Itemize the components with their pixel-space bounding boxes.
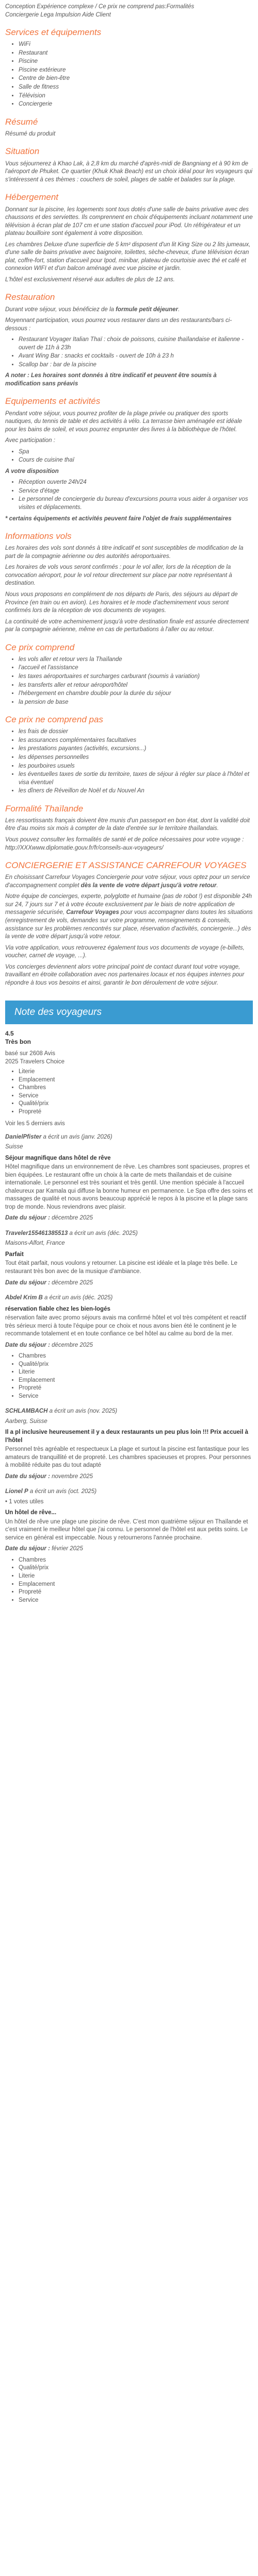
situation-title: Situation [5, 146, 40, 157]
review-card [5, 1230, 253, 1287]
review-author-name: Traveler155461385513 [5, 1230, 68, 1236]
reviews-section [5, 1029, 253, 1604]
review-date-label: Date du séjour : [5, 1215, 50, 1222]
review-author [5, 1294, 253, 1302]
list-item: • les pourboires usuels [19, 762, 253, 771]
rating-score: 4.5 [5, 1029, 14, 1037]
review-author [5, 1133, 253, 1142]
hebergement-title: Hébergement [5, 192, 59, 202]
equipements-paragraph: Pendant votre séjour, vous pourrez profiter de la plage privée ou pratiquer des sports nautiques, du tennis de table et des activités à vélo. La terrasse bien aménagée est idéale pour les bains de soleil, et vous pourrez emprunter des livres à la bibliothèque de l'hôtel. [5, 410, 243, 433]
list-item: • Literie [19, 1068, 253, 1076]
hebergement-paragraph: Donnant sur la piscine, les logements sont tous dotés d'une salle de bains privative avec des chaussons et des serviettes. Ils comprennent en choix d'équipements incluant notamment une télévision à écran plat de 107 cm et une station d'accueil pour iPod. Un réfrigérateur et un plateau bouilloire sont également à votre disposition. [5, 206, 253, 237]
review-date-value: décembre 2025 [52, 1342, 93, 1348]
formalite-paragraph: Les ressortissants français doivent être munis d'un passeport en bon état, dont la validité doit être d'au moins six mois à compter de la date d'entrée sur le territoire thaïlandais. [5, 817, 250, 832]
review-date-label: Date du séjour : [5, 1546, 50, 1552]
review-author-suffix: a écrit un avis (janv. 2026) [41, 1133, 112, 1140]
list-item: • Chambres [19, 1352, 253, 1361]
restauration-intro-bold: formule petit déjeuner [116, 306, 178, 313]
compris-title: Ce prix comprend [5, 642, 75, 652]
list-item: • Télévision [19, 92, 253, 100]
list-item: • Emplacement [19, 1076, 253, 1084]
list-item: • Avant Wing Bar : snacks et cocktails - ouvert de 10h à 23 h [19, 352, 253, 361]
list-item: • la pension de base [19, 699, 253, 707]
list-item: • Qualité/prix [19, 1564, 253, 1572]
list-item: • Literie [19, 1368, 253, 1377]
review-card [5, 1294, 253, 1400]
list-item: • Literie [19, 1572, 253, 1581]
conciergerie-p1-bold: dès la vente de votre départ jusqu'à votre retour [80, 882, 217, 889]
review-date-value: février 2025 [52, 1546, 83, 1552]
review-title: Parfait [5, 1251, 24, 1258]
equipements-available-list [5, 479, 253, 512]
restauration-intro-post: . [178, 306, 180, 313]
review-title: réservation fiable chez les bien-logés [5, 1306, 110, 1312]
conciergerie-title: CONCIERGERIE ET ASSISTANCE CARREFOUR VOYAGES [5, 860, 247, 871]
list-item: • les prestations payantes (activités, excursions...) [19, 745, 253, 753]
review-author-name: Abdel Krim B [5, 1295, 43, 1301]
informations-paragraph: La continuité de votre acheminement jusqu'à votre destination finale est assurée directement par la compagnie aérienne, même en cas de perturbations à l'aller ou au retour. [5, 618, 249, 633]
review-criteria-list [5, 1556, 253, 1604]
review-card [5, 1408, 253, 1481]
restauration-intro-pre: Durant votre séjour, vous bénéficiez de la [5, 306, 116, 313]
review-author-suffix: a écrit un avis (oct. 2025) [28, 1488, 97, 1495]
review-text: Tout était parfait, nous voulons y retourner. La piscine est idéale et la plage très belle. Le restaurant très bon avec de la musique d'ambiance. [5, 1260, 238, 1275]
list-item: • l'accueil et l'assistance [19, 664, 253, 672]
formalite-paragraph: Vous pouvez consulter les formalités de santé et de police nécessaires pour votre voyage : http://XXXwww.diplomatie.gouv.fr/fr/conseils-aux-voyageurs/ [5, 837, 244, 851]
list-item: • les dîners de Réveillon de Noël et du Nouvel An [19, 787, 253, 795]
review-author [5, 1408, 253, 1416]
review-title: Un hôtel de rêve... [5, 1510, 57, 1516]
review-date [5, 1342, 253, 1350]
list-item: • les taxes aéroportuaires et surcharges carburant (soumis à variation) [19, 673, 253, 681]
list-item: • les éventuelles taxes de sortie du territoire, taxes de séjour à régler sur place à l'hôtel et visa éventuel [19, 771, 253, 787]
review-title: Séjour magnifique dans hôtel de rêve [5, 1155, 111, 1161]
conciergerie-p2-pre: Notre équipe de concierges, experte, polyglotte et humaine (pas de robot !) est disponible 24h sur 24, 7 jours sur 7 et à votre écoute exclusivement par le biais de notre application de messagerie sécurisée, [5, 893, 252, 916]
list-item: • Service [19, 1597, 253, 1605]
review-author-suffix: a écrit un avis (déc. 2025) [42, 1295, 113, 1301]
list-item: • Emplacement [19, 1377, 253, 1385]
list-item: • les frais de dossier [19, 728, 253, 736]
review-date-value: décembre 2025 [52, 1279, 93, 1286]
list-item: • les dépenses personnelles [19, 754, 253, 762]
list-item: • Service d'étage [19, 487, 253, 496]
list-item: • Emplacement [19, 1581, 253, 1589]
see-all-reviews-link[interactable]: Voir les 5 derniers avis [5, 1121, 65, 1127]
review-author-name: SCHLAMBACH [5, 1408, 48, 1415]
informations-paragraph: Les horaires de vols vous seront confirmés : pour le vol aller, lors de la réception de la convocation aéroport, pour le vol retour directement sur place par notre représentant à destination. [5, 564, 232, 587]
list-item: • Propreté [19, 1588, 253, 1597]
list-item: • Service [19, 1393, 253, 1401]
conciergerie-paragraph: Via votre application, vous retrouverez également tous vos documents de voyage (e-billets, voucher, carnet de voyage, ...). [5, 944, 245, 959]
list-item: • Restaurant [19, 49, 253, 58]
review-date [5, 1473, 253, 1481]
list-item: • Réception ouverte 24h/24 [19, 479, 253, 487]
list-item: • Propreté [19, 1108, 253, 1116]
list-item: • Restaurant Voyager Italian Thaï : choix de poissons, cuisine thaïlandaise et italienne - ouvert de 11h à 23h [19, 336, 253, 352]
list-item: • Scallop bar : bar de la piscine [19, 361, 253, 369]
reviews-banner: Note des voyageurs [5, 1001, 253, 1024]
review-date-label: Date du séjour : [5, 1279, 50, 1286]
review-date-value: décembre 2025 [52, 1215, 93, 1222]
noncompris-list [5, 728, 253, 795]
equipements-paragraph: Avec participation : [5, 437, 55, 444]
list-item: • Piscine [19, 58, 253, 66]
review-date [5, 1214, 253, 1223]
review-author-suffix: a écrit un avis (déc. 2025) [68, 1230, 138, 1236]
review-date-value: novembre 2025 [52, 1473, 93, 1480]
list-item: • les vols aller et retour vers la Thaïlande [19, 656, 253, 664]
review-text: Un hôtel de rêve une plage une piscine de rêve. C'est mon quatrième séjour en Thaïlande et c'est vraiment le meilleur hôtel que j'ai connu. Le personnel de l'hôtel est aux petits soins. Le service en général est impeccable. Nous y retournerons l'année prochaine. [5, 1518, 248, 1541]
formalite-title: Formalité Thaïlande [5, 803, 84, 814]
restauration-note: A noter : Les horaires sont donnés à titre indicatif et peuvent être soumis à modification sans préavis [5, 372, 217, 387]
rating-label: Très bon [5, 1038, 31, 1045]
resume-title: Résumé [5, 116, 38, 127]
list-item: • Qualité/prix [19, 1100, 253, 1108]
list-item: • les transferts aller et retour aéroport/hôtel [19, 682, 253, 690]
services-title: Services et équipements [5, 27, 102, 38]
review-criteria-list [5, 1352, 253, 1400]
list-item: • Centre de bien-être [19, 75, 253, 83]
conciergerie-paragraph [5, 893, 253, 941]
review-author-suffix: a écrit un avis (nov. 2025) [47, 1408, 118, 1415]
review-card [5, 1488, 253, 1604]
review-title: Il a pl inclusive heureusement il y a deux restaurants un peu plus loin !!! Prix accueil à l'hôtel [5, 1429, 249, 1444]
review-author [5, 1230, 253, 1238]
restauration-paragraph: Moyennant participation, vous pourrez vous restaurer dans un des restaurants/bars ci-dessous : [5, 317, 232, 332]
review-author-name: Lionel P [5, 1488, 28, 1495]
list-item: • Spa [19, 448, 253, 456]
review-author-name: DanielPfister [5, 1133, 42, 1140]
restauration-intro [5, 306, 253, 314]
conciergerie-paragraph [5, 874, 253, 890]
review-location: Maisons-Alfort, France [5, 1240, 65, 1247]
review-text: Personnel très agréable et respectueux La plage et surtout la piscine est fantastique pour les amateurs de tranquillité et de propreté. Les chambres spacieuses et propres. Pour personnes à mobilité réduite pas du tout adapté [5, 1446, 251, 1469]
list-item: • Chambres [19, 1084, 253, 1092]
conciergerie-p2-post: pour vous accompagner dans toutes les situations (enregistrement de vols, demandes sur votre programme, renseignements & conseils, assistance sur les problèmes rencontrés sur place, réservation d'activités, conciergerie...) dès la vente de votre départ jusqu'à votre retour. [5, 909, 253, 940]
list-item: • Cours de cuisine thaï [19, 456, 253, 465]
equipements-paid-list [5, 448, 253, 465]
list-item: • Salle de fitness [19, 83, 253, 92]
equipements-note: * certains équipements et activités peuvent faire l'objet de frais supplémentaires [5, 515, 232, 522]
review-author [5, 1488, 253, 1496]
review-helpful-votes: • 1 votes utiles [5, 1498, 44, 1505]
informations-paragraph: Nous vous proposons en complément de nos départs de Paris, des séjours au départ de Province (en train ou en avion). Les horaires et le mode d'acheminement vous seront confirmés lors de la réception de vos documents de voyages. [5, 591, 238, 614]
hebergement-paragraph: Les chambres Deluxe d'une superficie de 5 km² disposent d'un lit King Size ou 2 lits jumeaux, d'une salle de bains privative avec baignoire, toilettes, sèche-cheveux, d'une télévision écran plat, coffre-fort, station d'accueil pour Ipod, minibar, plateau de courtoisie avec thé et café et connexion WIFI et d'un balcon aménagé avec vue piscine et jardin. [5, 241, 251, 272]
review-date-label: Date du séjour : [5, 1342, 50, 1348]
list-item: • Le personnel de conciergerie du bureau d'excursions pourra vous aider à organiser vos visites et déplacements. [19, 496, 253, 512]
review-text: Hôtel magnifique dans un environnement de rêve. Les chambres sont spacieuses, propres et bien équipées. Le restaurant offre un choix à la carte de mets thaïlandais et de cuisine internationale. Le personnel est très souriant et très gentil. Une mention spéciale à l'accueil chaleureux par Kamala qui diffuse la bonne humeur en permanence. Le Spa offre des soins et massages de qualité et nous avons beaucoup apprécié le repos à la piscine et la plage sans trop de monde. Nous reviendrons avec plaisir. [5, 1164, 253, 1210]
review-date-label: Date du séjour : [5, 1473, 50, 1480]
review-date [5, 1279, 253, 1287]
resume-text: Résumé du produit [5, 130, 56, 137]
list-item: • les assurances complémentaires facultatives [19, 737, 253, 745]
restauration-title: Restauration [5, 292, 55, 302]
situation-text: Vous séjournerez à Khao Lak, à 2,8 km du marché d'après-midi de Bangniang et à 90 km de l'aéroport de Phuket. Ce quartier (Khuk Khak Beach) est un choix idéal pour les voyageurs qui s'intéressent à ces thèmes : couchers de soleil, plages de sable et balades sur la plage. [5, 160, 253, 183]
list-item: • Service [19, 1092, 253, 1100]
review-text: réservation faite avec promo séjours avais ma confirmé hôtel et vol très compétent et reactif très sérieux merci à toute l'équipe pour ce choix et nous avons bien été le continent je le recommande totalement et en toute confiance ce bel hôtel au calme au bord de la mer. [5, 1315, 247, 1337]
equipements-paragraph: A votre disposition [5, 468, 59, 474]
list-item: • Piscine extérieure [19, 66, 253, 75]
review-location: Suisse [5, 1144, 23, 1150]
conciergerie-p2-bold: Carrefour Voyages [66, 909, 119, 916]
intro-line-2: Conciergerie Lega Impulsion Aide Client [5, 11, 111, 18]
review-date [5, 1545, 253, 1553]
intro [5, 3, 253, 19]
list-item: • Chambres [19, 1556, 253, 1565]
noncompris-title: Ce prix ne comprend pas [5, 715, 103, 725]
conciergerie-p1-pre: En choisissant Carrefour Voyages Conciergerie pour votre séjour, vous optez pour un service d'accompagnement complet [5, 874, 250, 889]
informations-title: Informations vols [5, 531, 72, 541]
hebergement-paragraph: L'hôtel est exclusivement réservé aux adultes de plus de 12 ans. [5, 276, 175, 283]
intro-line-1: Conception Expérience complexe / Ce prix ne comprend pas:Formalités [5, 4, 195, 10]
list-item: • Qualité/prix [19, 1361, 253, 1369]
compris-list [5, 656, 253, 706]
restaurants-list [5, 336, 253, 369]
rating-source: 2025 Travelers Choice [5, 1058, 65, 1065]
list-item: • Propreté [19, 1384, 253, 1393]
rating-criteria-list [5, 1068, 253, 1116]
conciergerie-p1-post: . [216, 882, 218, 889]
conciergerie-paragraph: Vos concierges deviennent alors votre principal point de contact durant tout votre voyage, travaillant en étroite collaboration avec nos partenaires locaux et nos équipes internes pour répondre à tous vos besoins et ainsi, garantir le bon déroulement de votre séjour. [5, 963, 245, 986]
list-item: • Conciergerie [19, 100, 253, 109]
equipements-title: Equipements et activités [5, 396, 101, 406]
review-location: Aarberg, Suisse [5, 1418, 47, 1425]
rating-count: basé sur 2608 Avis [5, 1050, 55, 1057]
review-card [5, 1133, 253, 1223]
informations-paragraph: Les horaires des vols sont donnés à titre indicatif et sont susceptibles de modification de la part de la compagnie aérienne ou des autorités aéroportuaires. [5, 545, 244, 560]
list-item: • l'hébergement en chambre double pour la durée du séjour [19, 690, 253, 698]
list-item: • WiFi [19, 41, 253, 49]
services-list [5, 41, 253, 108]
